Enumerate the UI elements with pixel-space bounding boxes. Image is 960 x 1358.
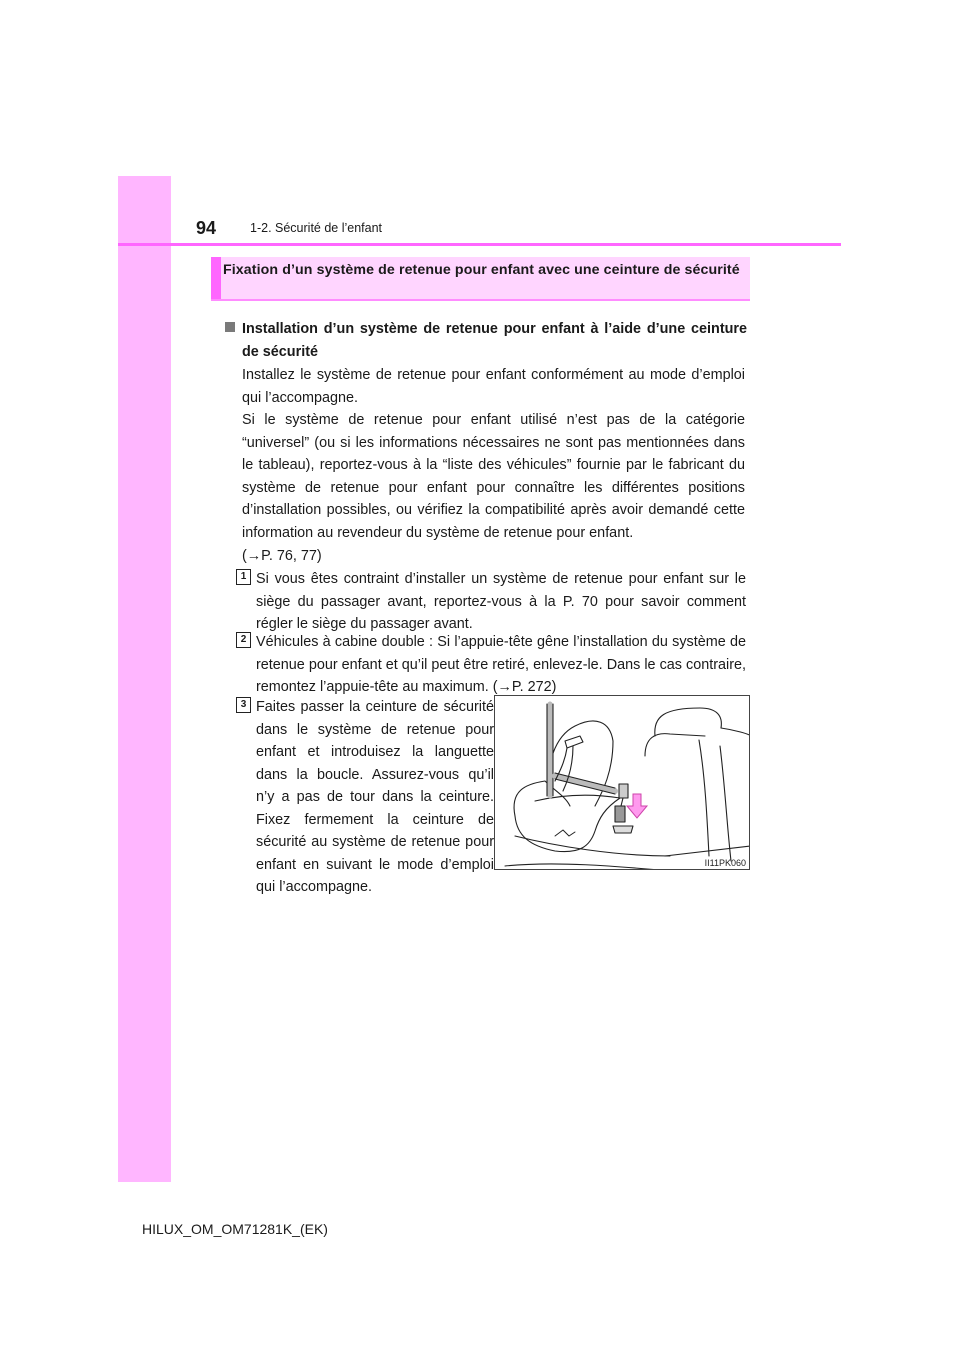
chapter-sidebar-tab: [118, 176, 171, 1182]
child-seat-drawing-icon: [495, 696, 750, 870]
header-rule: [118, 243, 841, 246]
section-title: 1-2. Sécurité de l’enfant: [250, 221, 383, 235]
step-1: [236, 568, 746, 636]
paragraph-2: Si le système de retenue pour enfant utilisé n’est pas de la catégorie “universel” (ou si les informations nécessaires ne sont pas mentionnées dans le tableau), reportez-vous à la “liste des véhicules” fournie par le fabricant du système de retenue pour enfant pour connaître les différentes positions d’installation possibles, ou vérifiez la compatibilité après avoir demandé cette information au revendeur du système de retenue pour enfant.: [242, 412, 745, 541]
step-number-badge: 3: [236, 697, 251, 713]
child-seat-illustration: [494, 695, 750, 870]
topic-heading: [211, 257, 750, 301]
step-2: [236, 631, 746, 699]
step-number-badge: 2: [236, 632, 251, 648]
topic-heading-text: Fixation d’un système de retenue pour enfant avec une ceinture de sécurité: [223, 262, 740, 278]
figure-code: II11PK060: [704, 858, 746, 868]
step-number-badge: 1: [236, 569, 251, 585]
step-text: Véhicules à cabine double : Si l’appuie-tête gêne l’installation du système de retenue pour enfant et qu’il peut être retiré, enlevez-le. Dans le cas contraire, remontez l’appuie-tête au maximum. (→P. 272): [256, 634, 746, 695]
square-bullet-icon: [225, 322, 235, 332]
document-id: HILUX_OM_OM71281K_(EK): [142, 1221, 328, 1237]
step-text: Si vous êtes contraint d’installer un système de retenue pour enfant sur le siège du passager avant, reportez-vous à la P. 70 pour savoir comment régler le siège du passager avant.: [256, 571, 746, 632]
page-reference: (→P. 76, 77): [242, 548, 322, 564]
subsection-title: Installation d’un système de retenue pour enfant à l’aide d’une ceinture de sécurité: [242, 321, 747, 360]
page-number: 94: [196, 218, 217, 238]
subsection-heading: [225, 318, 747, 364]
paragraph-1: Installez le système de retenue pour enfant conformément au mode d’emploi qui l’accompagne.: [242, 367, 745, 406]
heading-accent-bar: [211, 257, 221, 299]
step-text: Faites passer la ceinture de sécurité dans le système de retenue pour enfant et introduisez la languette dans la boucle. Assurez-vous qu’il n’y a pas de tour dans la ceinture. Fixez fermement la ceinture de sécurité au système de retenue pour enfant en suivant le mode d’emploi qui l’accompagne.: [256, 699, 494, 895]
